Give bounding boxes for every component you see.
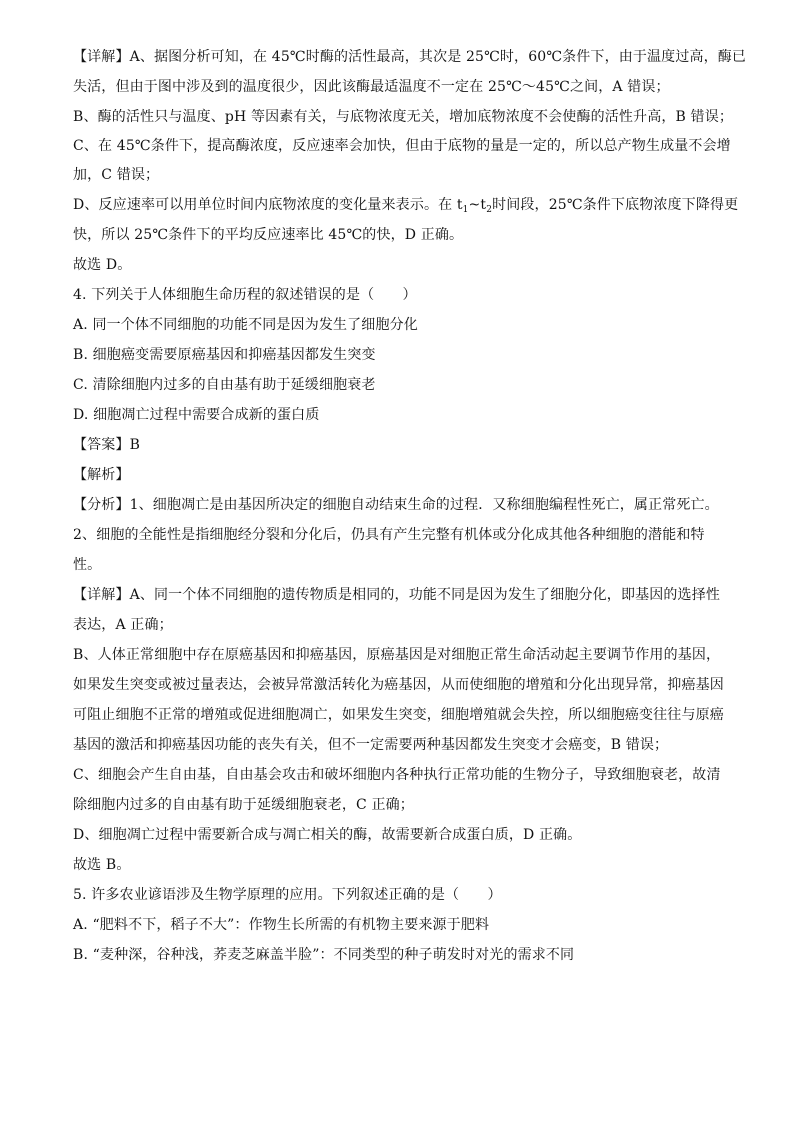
text-span: D、反应速率可以用单位时间内底物浓度的变化量来表示。在 t [73,197,463,213]
explanation-line-2: 失活，但由于图中涉及到的温度很少，因此该酶最适温度不一定在 25℃～45℃之间，A 错误； [73,79,670,95]
question-4-option-c: C. 清除细胞内过多的自由基有助于延缓细胞衰老 [73,377,376,393]
explanation-line-7: 快，所以 25℃条件下的平均反应速率比 45℃的快，D 正确。 [73,227,464,243]
detail-line-1: 【详解】A、同一个体不同细胞的遗传物质是相同的，功能不同是因为发生了细胞分化，即基因的选择性 [73,587,721,603]
detail-line-4: 如果发生突变或被过量表达，会被异常激活转化为癌基因，从而使细胞的增殖和分化出现异常，抑癌基因 [73,677,724,693]
analysis-line-1: 【分析】1、细胞凋亡是由基因所决定的细胞自动结束生命的过程．又称细胞编程性死亡，属正常死亡。 [73,497,719,513]
subscript: 1 [462,205,469,215]
question-4-option-a: A. 同一个体不同细胞的功能不同是因为发生了细胞分化 [73,317,418,333]
question-4-option-b: B. 细胞癌变需要原癌基因和抑癌基因都发生突变 [73,347,376,363]
answer-label: 【答案】B [73,437,141,453]
subscript: 2 [486,205,493,215]
question-4-option-d: D. 细胞凋亡过程中需要合成新的蛋白质 [73,407,320,423]
question-5-option-b: B. “麦种深，谷种浅，荞麦芝麻盖半脸”：不同类型的种子萌发时对光的需求不同 [73,947,575,963]
answer-conclusion-4: 故选 B。 [73,857,131,873]
question-4-stem: 4. 下列关于人体细胞生命历程的叙述错误的是（ ） [73,287,417,303]
detail-line-2: 表达，A 正确； [73,617,173,633]
detail-line-8: 除细胞内过多的自由基有助于延缓细胞衰老，C 正确； [73,797,414,813]
answer-conclusion: 故选 D。 [73,257,132,273]
detail-line-9: D、细胞凋亡过程中需要新合成与凋亡相关的酶，故需要新合成蛋白质，D 正确。 [73,827,582,843]
explanation-line-4: C、在 45℃条件下，提高酶浓度，反应速率会加快，但由于底物的量是一定的，所以总产物生成量不会增 [73,138,731,154]
analysis-line-2: 2、细胞的全能性是指细胞经分裂和分化后，仍具有产生完整有机体或分化成其他各种细胞的潜能和特 [73,527,705,543]
text-span: 时间段，25℃条件下底物浓度下降得更 [492,197,739,213]
explanation-line-6 [73,194,738,216]
detail-line-6: 基因的激活和抑癌基因功能的丧失有关，但不一定需要两种基因都发生突变才会癌变，B 错误； [73,737,669,753]
question-5-stem: 5. 许多农业谚语涉及生物学原理的应用。下列叙述正确的是（ ） [73,887,502,903]
text-span: ~t [468,197,487,213]
detail-line-7: C、细胞会产生自由基，自由基会攻击和破坏细胞内各种执行正常功能的生物分子，导致细胞衰老，故清 [73,767,721,783]
explanation-line-1: 【详解】A、据图分析可知，在 45℃时酶的活性最高，其次是 25℃时，60℃条件下，由于温度过高，酶已 [73,49,747,65]
analysis-heading: 【解析】 [73,467,130,483]
analysis-line-3: 性。 [73,557,102,573]
detail-line-5: 可阻止细胞不正常的增殖或促进细胞凋亡，如果发生突变，细胞增殖就会失控，所以细胞癌变往往与原癌 [73,707,724,723]
explanation-line-3: B、酶的活性只与温度、pH 等因素有关，与底物浓度无关，增加底物浓度不会使酶的活性升高，B 错误； [73,109,733,125]
explanation-line-5: 加，C 错误； [73,167,160,183]
question-5-option-a: A. “肥料不下，稻子不大”：作物生长所需的有机物主要来源于肥料 [73,917,490,933]
detail-line-3: B、人体正常细胞中存在原癌基因和抑癌基因，原癌基因是对细胞正常生命活动起主要调节作用的基因， [73,647,721,663]
